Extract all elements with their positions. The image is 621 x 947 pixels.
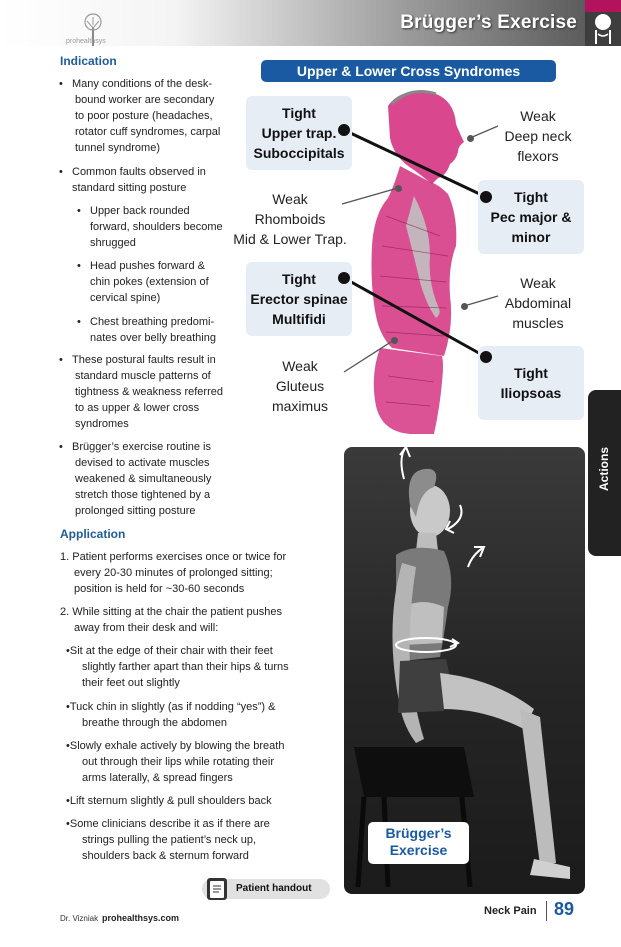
- text-line: • These postural faults result in: [72, 354, 216, 366]
- text-line: 2. While sitting at the chair the patient pushes: [60, 606, 282, 618]
- label-line: Gluteus: [275, 378, 325, 394]
- text-line: away from their desk and will:: [74, 622, 219, 634]
- text-line: shoulders back & sternum forward: [82, 850, 249, 862]
- footer-author: Dr. Vizniak: [60, 914, 99, 923]
- label-line: maximus: [271, 398, 328, 414]
- text-line: •Slowly exhale actively by blowing the breath: [66, 740, 285, 752]
- photo-caption: [368, 822, 469, 864]
- text-line: breathe through the abdomen: [82, 717, 227, 729]
- text-line: • Chest breathing predomi-: [90, 316, 215, 328]
- tight-upper-trap-box: [246, 96, 352, 170]
- text-line: shrugged: [90, 237, 136, 249]
- label-line: Weak: [520, 108, 556, 124]
- text-line: forward, shoulders become: [90, 221, 223, 233]
- text-line: devised to activate muscles: [75, 457, 210, 469]
- text-line: rotator cuff syndromes, carpal: [75, 126, 221, 138]
- page-number: 89: [554, 899, 575, 919]
- label-line: Tight: [282, 271, 316, 287]
- text-line: prolonged sitting posture: [75, 505, 196, 517]
- text-line: • Many conditions of the desk-: [72, 78, 213, 90]
- text-line: • Brügger’s exercise routine is: [72, 441, 211, 453]
- label-line: Rhomboids: [254, 211, 326, 227]
- text-line: cervical spine): [90, 292, 161, 304]
- label-line: Pec major &: [490, 209, 572, 225]
- label-line: Tight: [282, 105, 316, 121]
- text-line: arms laterally, & spread fingers: [82, 772, 233, 784]
- text-line: standard sitting posture: [72, 182, 187, 194]
- label-line: Abdominal: [504, 295, 572, 311]
- text-line: slightly farther apart than their hips & turns: [82, 661, 289, 673]
- label-line: Deep neck: [504, 128, 572, 144]
- text-line: •Sit at the edge of their chair with their feet: [66, 645, 273, 657]
- text-line: stretch those tightened by a: [75, 489, 211, 501]
- text-line: • Upper back rounded: [90, 205, 190, 217]
- weak-deep-neck-label: [488, 106, 588, 166]
- label-line: Tight: [514, 189, 548, 205]
- text-line: their feet out slightly: [82, 677, 180, 689]
- application-heading: Application: [60, 527, 126, 541]
- text-line: tightness & weakness referred: [75, 386, 223, 398]
- text-line: •Some clinicians describe it as if there are: [66, 818, 270, 830]
- text-line: out through their lips while rotating their: [82, 756, 274, 768]
- text-line: to poor posture (headaches,: [75, 110, 213, 122]
- text-line: •Tuck chin in slightly (as if nodding “yes”) &: [66, 701, 276, 713]
- tight-erector-box: [246, 262, 352, 336]
- label-line: Weak: [282, 358, 318, 374]
- text-line: strings pulling the patient’s neck up,: [82, 834, 257, 846]
- label-line: Multifidi: [272, 311, 326, 327]
- label-line: Tight: [514, 365, 548, 381]
- connector-dot: [338, 124, 350, 136]
- text-line: 1. Patient performs exercises once or twice for: [60, 551, 287, 563]
- text-line: •Lift sternum slightly & pull shoulders back: [66, 795, 272, 807]
- label-line: Weak: [520, 275, 556, 291]
- text-line: weakened & simultaneously: [75, 473, 212, 485]
- weak-rhomboids-label: [231, 189, 349, 249]
- text-line: standard muscle patterns of: [75, 370, 211, 382]
- text-line: to as upper & lower cross: [75, 402, 200, 414]
- connector-dot-small: [461, 303, 468, 310]
- connector-dot: [480, 191, 492, 203]
- footer-divider: [546, 901, 547, 921]
- label-line: Weak: [272, 191, 308, 207]
- label-line: Erector spinae: [250, 291, 348, 307]
- patient-handout-label[interactable]: Patient handout: [236, 883, 312, 894]
- tight-pec-box: [478, 180, 584, 254]
- weak-gluteus-label: [258, 356, 342, 416]
- text-line: syndromes: [75, 418, 129, 430]
- label-line: Upper trap.: [261, 125, 337, 141]
- clipboard-icon[interactable]: [207, 878, 227, 900]
- text-line: position is held for ~30-60 seconds: [74, 583, 245, 595]
- diagram-title: Upper & Lower Cross Syndromes: [261, 60, 556, 82]
- text-line: every 20-30 minutes of prolonged sitting;: [74, 567, 273, 579]
- label-line: Mid & Lower Trap.: [233, 231, 347, 247]
- logo-text: prohealthsys: [66, 38, 106, 45]
- footer-website: prohealthsys.com: [102, 913, 180, 923]
- connector-dot: [338, 272, 350, 284]
- caption-line: Brügger’s: [385, 825, 452, 841]
- text-line: bound worker are secondary: [75, 94, 215, 106]
- connector-dot-small: [391, 337, 398, 344]
- text-line: • Common faults observed in: [72, 166, 206, 178]
- text-line: nates over belly breathing: [90, 332, 216, 344]
- label-line: Suboccipitals: [253, 145, 345, 161]
- connector-dot-small: [395, 185, 402, 192]
- text-line: chin pokes (extension of: [90, 276, 209, 288]
- label-line: Iliopsoas: [500, 385, 562, 401]
- connector-dot: [480, 351, 492, 363]
- label-line: muscles: [512, 315, 564, 331]
- label-line: flexors: [517, 148, 559, 164]
- label-line: minor: [511, 229, 551, 245]
- text-line: tunnel syndrome): [75, 142, 160, 154]
- connector-dot-small: [467, 135, 474, 142]
- tight-iliopsoas-box: [478, 346, 584, 420]
- weak-abdominal-label: [488, 273, 588, 333]
- indication-heading: Indication: [60, 54, 117, 68]
- side-tab-label[interactable]: Actions: [597, 447, 611, 492]
- footer-section-name: Neck Pain: [484, 905, 537, 917]
- page-title: Brügger’s Exercise: [400, 12, 577, 33]
- text-line: • Head pushes forward &: [90, 260, 205, 272]
- caption-line: Exercise: [389, 842, 448, 858]
